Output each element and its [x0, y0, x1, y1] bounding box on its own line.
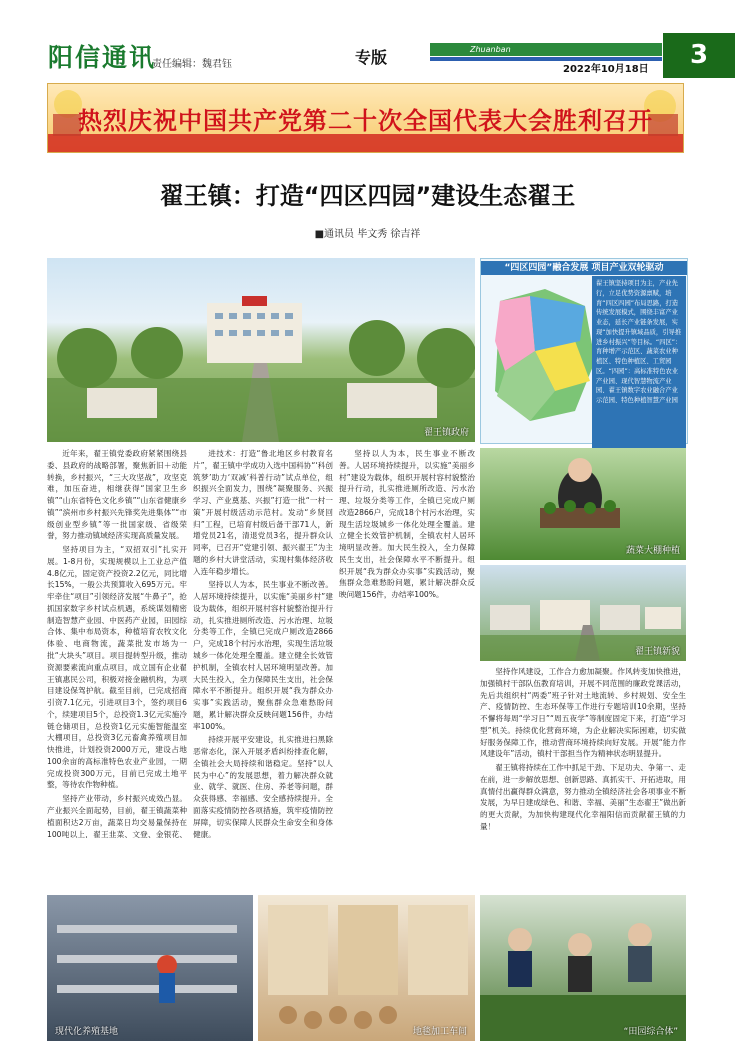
paragraph: 翟王镇将持续在工作中抓足干劲、下足功夫、争第一、走在前，进一步解放思想、创新思路、真抓实干、开拓进取，用真情付出赢得群众满意，努力推动全镇经济社会各项事业不断发展，为早日建成绿色、和谐、幸福、美丽“生态翟王”做出新的更大贡献，为加快构建现代化幸福阳信而贡献翟王镇的力量！: [480, 763, 686, 831]
paragraph: 进技术：打造“鲁北地区乡村教育名片”，翟王镇中学成功入选中国科协“‘科创筑梦’助力‘双减’科普行动”试点单位，组织振兴全面发力，围绕“凝聚服务、兴振学习、产业奠基、兴振”打造一批“一村一策”开展村级活动示范村。发动“乡贤回归”工程，已培育村级后备干部71人，新增党员21名，清退党员3名，提升群众认同率，已召开“党建引领、振兴翟王”为主题的乡村大讲堂活动，实现村集体经济收入连年稳步增长。: [193, 449, 333, 576]
farm-illustration: [47, 895, 253, 1041]
article-column-2b: [339, 448, 475, 838]
paragraph: 坚持项目为主，“双招双引”扎实开展。1-8月份，实现规模以上工业总产值4.8亿元，固定资产投资2.2亿元，同比增长15%，一般公共预算收入695万元。牢牢牵住“项目”引领经济发展“牛鼻子”，抢抓国家数字乡村试点机遇，系统谋划精密制造智慧产业园、中医药产业园，田园综合体、集中布局资本，种植培育农牧文化体验、电商物流，蔬菜批发市场为一批“大块头”项目。项目提转型升级，推动资源要素流向重点项目，成立国有企业翟王镇惠民公司，积极对接金融机构，为项目建设保驾护航。截至目前，已完成招商引资7.1亿元，引进项目3个，签约项目6个，续建项目5个，总投资1.3亿元实施冷链仓储项目，总投资1亿元实施智能温室大棚项目，总投资3亿元畜禽养殖项目加快推进，计划投资2000万元，建设占地100余亩的高标准特色农业产业园，一期完成投资300万元，目前已完成土地平整，等待农作物种植。: [47, 545, 187, 790]
paragraph: 坚持作风建设，工作合力愈加凝聚。作风转变加快推进，加强镇村干部队伍教育培训，开展不同范围的廉政党课活动，先后共组织村“两委”班子针对土地流转、乡村规划、安全生产、疫情防控、生态环保等工作进行专题培训10余期，坚持不懈将每周“学习日”“周五夜学”等制度固定下来，打造“学习型”机关。持续优化营商环境，为企业解决实际困难，切实做好服务保障工作，推动营商环境持续向好发展。开展“能力作风建设年”活动，镇村干部担当作为精神状态明显提升。: [480, 667, 686, 759]
government-building-photo: [47, 258, 475, 442]
paragraph: 持续开展平安建设，扎实推进扫黑除恶常态化，深入开展矛盾纠纷排查化解，全镇社会大局持续和谐稳定。坚持“以人民为中心”的发展思想，着力解决群众就业、就学、就医、住房、养老等问题，群众获得感、幸福感、安全感持续提升。全面落实疫情防控各项措施，筑牢疫情防控屏障，切实保障人民群众生命安全和身体健康。: [193, 735, 333, 838]
article-byline: ■通讯员 毕文秀 徐吉祥: [314, 229, 421, 240]
zone-map-graphic: [485, 281, 605, 431]
livestock-farm-photo: [47, 895, 253, 1041]
editor-credit: 责任编辑：魏君钰: [152, 59, 232, 70]
caption-field: “田园综合体”: [623, 1027, 678, 1037]
article-column-2: [193, 448, 333, 838]
article-column-1: [47, 448, 187, 838]
article-column-3: [480, 666, 686, 892]
celebration-banner: [47, 83, 684, 153]
banner-headline: 热烈庆祝中国共产党第二十次全国代表大会胜利召开: [78, 107, 653, 135]
article-title: 翟王镇：打造“四区四园”建设生态翟王: [159, 182, 576, 210]
caption-government-building: 翟王镇政府: [423, 428, 469, 438]
paragraph: 坚持以人为本，民生事业不断改善。人居环境持续提升，以实施“美丽乡村”建设为载体，组织开展村容村貌整治提升行动，扎实推进厕所改造、污水治理、垃圾分类等工作，全镇已完成户厕改造2866户，完成18个村污水治理，实现生活垃圾城乡一体化处理全覆盖。建立健全长效管护机制，全镇农村人居环境明显改善。加大民生投入，全力保障民生支出，社会保障水平不断提升。组织开展“我为群众办实事”实践活动，聚焦群众急难愁盼问题，累计解决群众反映问题156件，办结率100%。: [339, 449, 475, 600]
paragraph: 坚持产业带动，乡村振兴成效凸显。产业振兴全面起势，目前，翟王镇蔬菜种植面积达2万亩，蔬菜日均交易量保持在100吨以上，翟王韭菜、文登、金银花、: [47, 794, 187, 838]
section-title: 专版: [355, 48, 388, 67]
vegetable-greenhouse-photo: [480, 448, 686, 560]
carpet-workshop-photo: [258, 895, 475, 1041]
paragraph: 坚持以人为本，民生事业不断改善。人居环境持续提升，以实施“美丽乡村”建设为载体，组织开展村容村貌整治提升行动，扎实推进厕所改造、污水治理、垃圾分类等工作，全镇已完成户厕改造2866户，完成18个村污水治理，实现生活垃圾城乡一体化处理全覆盖。建立健全长效管护机制，全镇农村人居环境明显改善。加大民生投入，全力保障民生支出，社会保障水平不断提升。组织开展“我为群众办实事”实践活动，聚焦群众急难愁盼问题，累计解决群众反映问题156件，办结率100%。: [193, 580, 333, 731]
section-pinyin: Zhuanban: [470, 45, 511, 54]
caption-workshop: 地毯加工车间: [412, 1027, 467, 1037]
section-strip: [430, 43, 662, 56]
field-work-photo: [480, 895, 686, 1041]
field-illustration: [480, 895, 686, 1041]
paper-logo: 阳信通讯: [48, 43, 157, 72]
masthead: [0, 0, 735, 78]
caption-greenhouse: 蔬菜大棚种植: [625, 546, 680, 556]
workshop-illustration: [258, 895, 475, 1041]
map-title: “四区四园”融合发展 项目产业双轮驱动: [481, 261, 687, 275]
paragraph: 近年来，翟王镇党委政府紧紧围绕县委、县政府的战略部署，聚焦新旧＋动能转换，乡村振兴，“三大攻坚战”，攻坚克难，加压奋进，相继获得“国家卫生乡镇”“山东省特色文化乡镇”“山东省健康乡镇”“滨州市乡村振兴先锋奖先进集体”“市级创业型乡镇”等一批国家级、省级荣誉，努力推动镇域经济实现高质量发展。: [47, 449, 187, 541]
caption-farm: 现代化养殖基地: [55, 1027, 119, 1037]
caption-town: 翟王镇新貌: [634, 647, 680, 657]
map-description: 翟王镇坚持项目为主，产业先行，立足优势资源禀赋，培育“四区四园”布局思路，打造传统发展模式，围绕丰富产业业态，延长产业链条发展，实现“加快提升镇域品质，引导推进乡村振兴”等目标。“四区”：育种增产示范区、蔬菜农业种植区、特色种植区、工贸园区。“四园”：高标准特色农业产业园、现代智慧物流产业园、翟王镇数字农业融合产业示范园、特色种植智慧产业园: [592, 276, 686, 462]
town-aerial-photo: [480, 565, 686, 661]
issue-date: 2022年10月18日: [563, 64, 649, 75]
building-illustration: [47, 258, 475, 442]
page-number: 3: [663, 33, 735, 78]
